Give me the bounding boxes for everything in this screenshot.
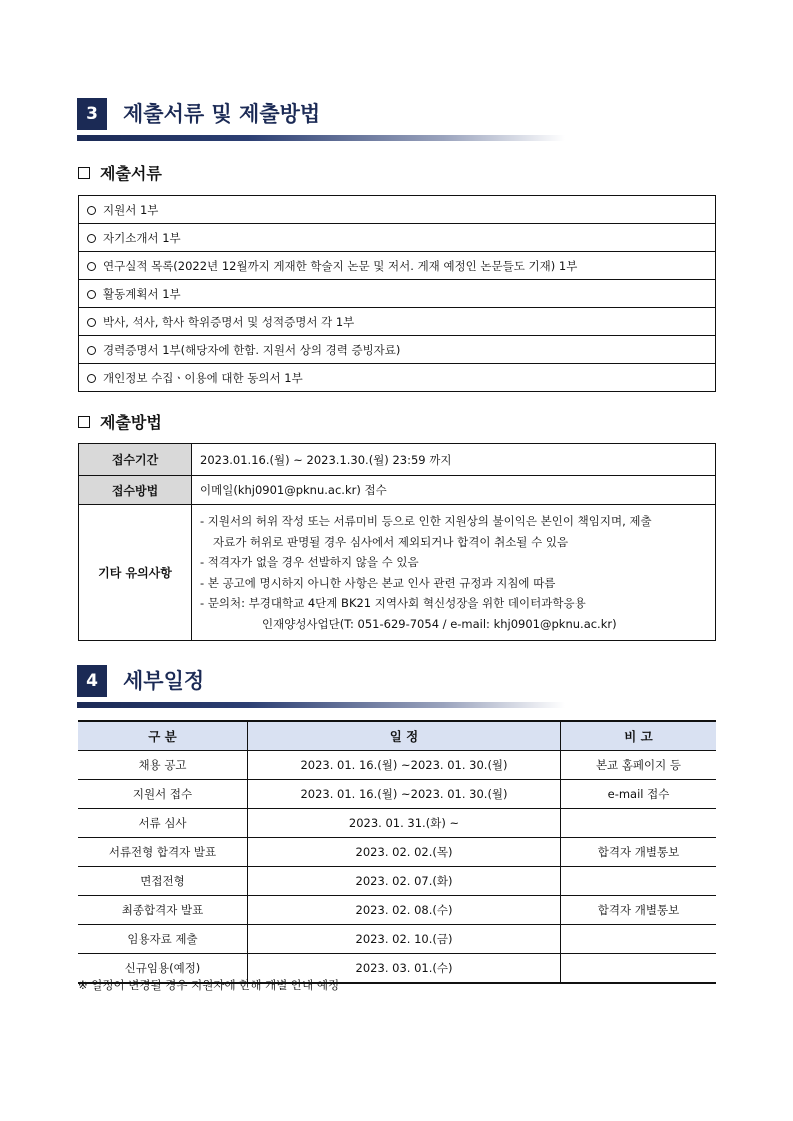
- section-number: 4: [77, 665, 107, 697]
- period-label: 접수기간: [79, 444, 192, 476]
- how-value: 이메일(khj0901@pknu.ac.kr) 접수: [192, 476, 716, 505]
- circle-bullet-icon: [87, 290, 96, 299]
- method-heading: 제출방법: [78, 410, 162, 433]
- schedule-footnote: ※ 일정이 변경될 경우 지원자에 한해 개별 안내 예정: [78, 978, 340, 992]
- table-row: [78, 751, 716, 780]
- table-row: [79, 476, 716, 505]
- cell: 2023. 02. 08.(수): [248, 896, 561, 925]
- cell: 서류전형 합격자 발표: [78, 838, 248, 867]
- circle-bullet-icon: [87, 318, 96, 327]
- column-header: 구 분: [78, 721, 248, 751]
- circle-bullet-icon: [87, 346, 96, 355]
- cell: 2023. 02. 10.(금): [248, 925, 561, 954]
- cell: 임용자료 제출: [78, 925, 248, 954]
- table-row: [79, 505, 716, 641]
- note-line: - 문의처: 부경대학교 4단계 BK21 지역사회 혁신성장을 위한 데이터과학응용: [200, 596, 586, 610]
- circle-bullet-icon: [87, 206, 96, 215]
- cell: 2023. 03. 01.(수): [248, 954, 561, 984]
- list-item: 지원서 1부: [79, 196, 716, 224]
- section-title: 세부일정: [123, 669, 205, 693]
- cell: 2023. 01. 31.(화) ~: [248, 809, 561, 838]
- cell: 본교 홈페이지 등: [561, 751, 717, 780]
- cell: 신규임용(예정): [124, 961, 201, 975]
- cell: 합격자 개별통보: [561, 838, 717, 867]
- notes-cell: [192, 505, 716, 641]
- list-item: 자기소개서 1부: [79, 224, 716, 252]
- period-value: 2023.01.16.(월) ~ 2023.1.30.(월) 23:59 까지: [192, 444, 716, 476]
- cell: 최종합격자 발표: [78, 896, 248, 925]
- table-row: [78, 867, 716, 896]
- section-underline: [77, 135, 565, 141]
- cell: 2023. 02. 07.(화): [248, 867, 561, 896]
- documents-heading: 제출서류: [78, 161, 162, 184]
- section-title: 제출서류 및 제출방법: [123, 102, 321, 126]
- section-underline: [77, 702, 565, 708]
- table-header-row: [78, 721, 716, 751]
- note-line: - 본 공고에 명시하지 아니한 사항은 본교 인사 관련 규정과 지침에 따름: [200, 575, 556, 590]
- table-row: [78, 925, 716, 954]
- documents-table: [78, 195, 716, 392]
- list-item: 개인정보 수집ㆍ이용에 대한 동의서 1부: [79, 364, 716, 392]
- cell: 2023. 01. 16.(월) ~2023. 01. 30.(월): [248, 751, 561, 780]
- section-number: 3: [77, 98, 107, 130]
- column-header: 일 정: [248, 721, 561, 751]
- table-row: [78, 838, 716, 867]
- note-line: - 지원서의 허위 작성 또는 서류미비 등으로 인한 지원상의 불이익은 본인이 책임지며, 제출: [200, 514, 652, 528]
- square-bullet-icon: [78, 416, 90, 428]
- table-row: [78, 780, 716, 809]
- list-item: 박사, 석사, 학사 학위증명서 및 성적증명서 각 1부: [79, 308, 716, 336]
- cell: 면접전형: [78, 867, 248, 896]
- list-item: 연구실적 목록(2022년 12월까지 게재한 학술지 논문 및 저서. 게재 예정인 논문들도 기재) 1부: [79, 252, 716, 280]
- note-line: 인재양성사업단(T: 051-629-7054 / e-mail: khj0901@pknu.ac.kr): [262, 616, 617, 631]
- cell: e-mail 접수: [561, 780, 717, 809]
- table-row: [78, 809, 716, 838]
- cell: 2023. 02. 02.(목): [248, 838, 561, 867]
- cell: 지원서 접수: [78, 780, 248, 809]
- cell: [561, 867, 717, 896]
- circle-bullet-icon: [87, 234, 96, 243]
- cell: 서류 심사: [78, 809, 248, 838]
- list-item: 경력증명서 1부(해당자에 한함. 지원서 상의 경력 증빙자료): [79, 336, 716, 364]
- square-bullet-icon: [78, 167, 90, 179]
- cell: [561, 954, 717, 984]
- circle-bullet-icon: [87, 374, 96, 383]
- schedule-table: [78, 720, 716, 984]
- cell: 2023. 01. 16.(월) ~2023. 01. 30.(월): [248, 780, 561, 809]
- list-item: 활동계획서 1부: [79, 280, 716, 308]
- circle-bullet-icon: [87, 262, 96, 271]
- table-row: [79, 444, 716, 476]
- cell: [561, 809, 717, 838]
- method-table: [78, 443, 716, 641]
- note-line: 자료가 허위로 판명될 경우 심사에서 제외되거나 합격이 취소될 수 있음: [213, 534, 569, 549]
- note-line: - 적격자가 없을 경우 선발하지 않을 수 있음: [200, 555, 419, 569]
- table-row: [78, 896, 716, 925]
- notes-label: 기타 유의사항: [79, 505, 192, 641]
- cell: 채용 공고: [78, 751, 248, 780]
- how-label: 접수방법: [79, 476, 192, 505]
- column-header: 비 고: [561, 721, 717, 751]
- cell: 합격자 개별통보: [561, 896, 717, 925]
- cell: [561, 925, 717, 954]
